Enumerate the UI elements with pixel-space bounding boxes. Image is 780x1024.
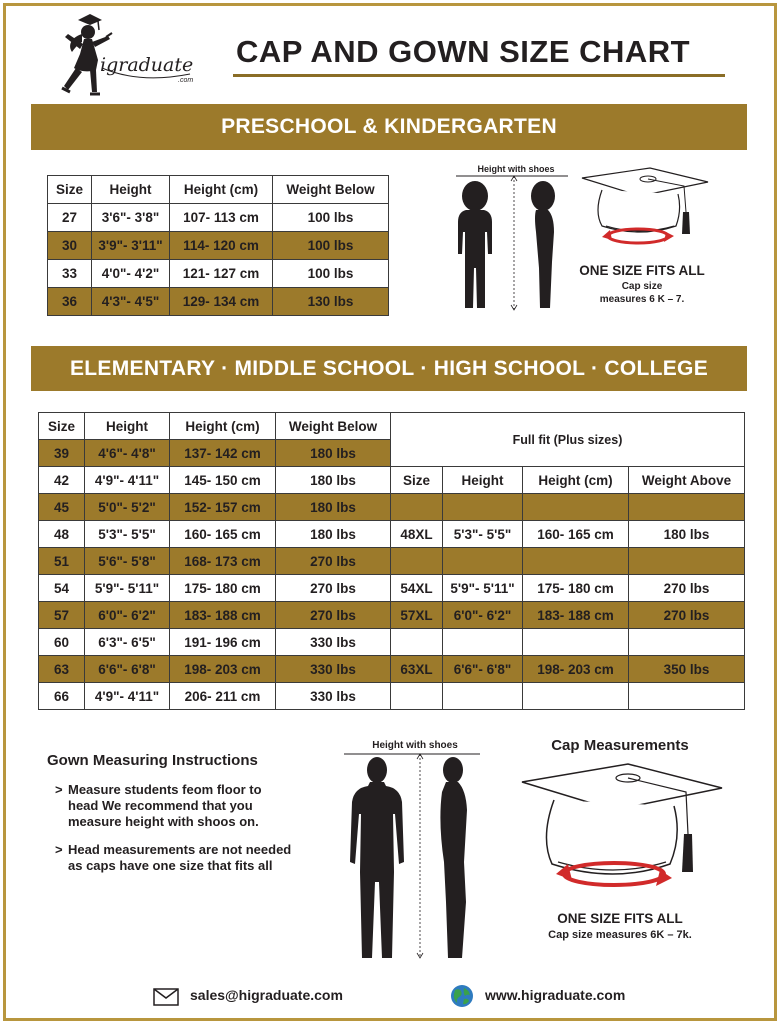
plus-weight-cell: 350 lbs <box>629 656 745 683</box>
plus-height-cm-cell: 183- 188 cm <box>523 602 629 629</box>
table-row <box>39 575 745 602</box>
column-header-size: Size <box>48 176 92 204</box>
plus-size-cell <box>391 629 443 656</box>
mail-icon <box>153 988 179 1006</box>
plus-height-cell: 6'0"- 6'2" <box>443 602 523 629</box>
weight-cell: 180 lbs <box>276 521 391 548</box>
logo-suffix: .com <box>178 77 194 84</box>
column-header-plus-height-cm: Height (cm) <box>523 467 629 494</box>
column-header-size: Size <box>39 413 85 440</box>
plus-weight-cell <box>629 683 745 710</box>
plus-size-cell: 63XL <box>391 656 443 683</box>
height-cell: 6'0"- 6'2" <box>85 602 170 629</box>
height-with-shoes-label: Height with shoes <box>477 164 555 174</box>
plus-height-cell: 5'3"- 5'5" <box>443 521 523 548</box>
cap-measurements-title: Cap Measurements <box>551 737 689 754</box>
instruction-item-2 <box>55 842 295 874</box>
column-header-weight-above: Weight Above <box>629 467 745 494</box>
height-cell: 6'6"- 6'8" <box>85 656 170 683</box>
height-cm-cell: 114- 120 cm <box>170 232 273 260</box>
weight-cell: 330 lbs <box>276 629 391 656</box>
chevron-right-icon: > <box>55 842 63 857</box>
plus-weight-cell <box>629 548 745 575</box>
plus-size-cell <box>391 683 443 710</box>
instruction-text-2: Head measurements are not needed as caps have one size that fits all <box>68 842 292 873</box>
plus-height-cm-cell <box>523 629 629 656</box>
table-header-row <box>48 176 389 204</box>
one-size-fits-all-title: ONE SIZE FITS ALL <box>557 911 683 926</box>
elementary-table <box>38 412 745 710</box>
cap-size-measures-line: Cap size measures 6K – 7k. <box>548 929 692 941</box>
height-cm-cell: 160- 165 cm <box>170 521 276 548</box>
size-cell: 57 <box>39 602 85 629</box>
column-header-height-cm: Height (cm) <box>170 413 276 440</box>
page-title: CAP AND GOWN SIZE CHART <box>236 34 691 69</box>
table-row <box>39 521 745 548</box>
height-cell: 4'9"- 4'11" <box>85 683 170 710</box>
plus-height-cm-cell: 175- 180 cm <box>523 575 629 602</box>
size-cell: 54 <box>39 575 85 602</box>
weight-cell: 130 lbs <box>273 288 389 316</box>
weight-cell: 180 lbs <box>276 467 391 494</box>
height-cell: 3'9"- 3'11" <box>92 232 170 260</box>
instruction-item-1 <box>55 782 295 830</box>
table-row <box>48 288 389 316</box>
size-cell: 48 <box>39 521 85 548</box>
table-row <box>39 683 745 710</box>
elementary-band: ELEMENTARY · MIDDLE SCHOOL · HIGH SCHOOL · COLLEGE <box>31 346 747 391</box>
column-header-height: Height <box>92 176 170 204</box>
instructions-title: Gown Measuring Instructions <box>47 752 258 769</box>
plus-height-cm-cell: 160- 165 cm <box>523 521 629 548</box>
height-cm-cell: 198- 203 cm <box>170 656 276 683</box>
column-header-weight-below: Weight Below <box>273 176 389 204</box>
height-cell: 5'9"- 5'11" <box>85 575 170 602</box>
plus-height-cm-cell: 198- 203 cm <box>523 656 629 683</box>
table-row <box>39 494 745 521</box>
table-row <box>39 467 745 494</box>
plus-size-cell: 48XL <box>391 521 443 548</box>
preschool-band: PRESCHOOL & KINDERGARTEN <box>31 104 747 150</box>
plus-weight-cell <box>629 494 745 521</box>
table-row <box>39 629 745 656</box>
weight-cell: 270 lbs <box>276 575 391 602</box>
column-header-height: Height <box>85 413 170 440</box>
column-header-weight-below: Weight Below <box>276 413 391 440</box>
chevron-right-icon: > <box>55 782 63 797</box>
height-cm-cell: 206- 211 cm <box>170 683 276 710</box>
adult-silhouette-icon <box>340 752 490 962</box>
column-header-plus-size: Size <box>391 467 443 494</box>
plus-height-cell <box>443 629 523 656</box>
size-cell: 36 <box>48 288 92 316</box>
size-cell: 51 <box>39 548 85 575</box>
footer-email-link[interactable]: sales@higraduate.com <box>190 987 343 1003</box>
height-cm-cell: 152- 157 cm <box>170 494 276 521</box>
grad-cap-icon <box>580 164 710 250</box>
title-underline <box>233 74 725 77</box>
height-with-shoes-label: Height with shoes <box>372 740 458 751</box>
height-cell: 3'6"- 3'8" <box>92 204 170 232</box>
plus-height-cell: 5'9"- 5'11" <box>443 575 523 602</box>
height-cm-cell: 107- 113 cm <box>170 204 273 232</box>
height-cm-cell: 183- 188 cm <box>170 602 276 629</box>
size-cell: 42 <box>39 467 85 494</box>
instruction-text-1: Measure students feom floor to head We recommend that you measure height with shoos on. <box>68 782 262 829</box>
weight-cell: 330 lbs <box>276 683 391 710</box>
weight-cell: 100 lbs <box>273 204 389 232</box>
column-header-plus-height: Height <box>443 467 523 494</box>
size-cell: 33 <box>48 260 92 288</box>
table-row <box>39 548 745 575</box>
table-row <box>48 260 389 288</box>
height-cm-cell: 175- 180 cm <box>170 575 276 602</box>
one-size-fits-all-title: ONE SIZE FITS ALL <box>579 263 705 278</box>
table-header-row <box>39 413 745 440</box>
height-cell: 5'3"- 5'5" <box>85 521 170 548</box>
size-cell: 60 <box>39 629 85 656</box>
size-cell: 66 <box>39 683 85 710</box>
plus-height-cm-cell <box>523 494 629 521</box>
plus-size-cell: 57XL <box>391 602 443 629</box>
weight-cell: 270 lbs <box>276 548 391 575</box>
globe-icon <box>450 984 474 1008</box>
height-cm-cell: 145- 150 cm <box>170 467 276 494</box>
footer-website-link[interactable]: www.higraduate.com <box>485 987 626 1003</box>
table-row <box>39 602 745 629</box>
plus-weight-cell: 270 lbs <box>629 575 745 602</box>
size-cell: 39 <box>39 440 85 467</box>
table-row <box>48 232 389 260</box>
weight-cell: 100 lbs <box>273 260 389 288</box>
plus-weight-cell <box>629 629 745 656</box>
full-fit-title: Full fit (Plus sizes) <box>391 413 745 467</box>
size-cell: 27 <box>48 204 92 232</box>
preschool-table <box>47 175 389 316</box>
plus-height-cell <box>443 494 523 521</box>
height-cell: 4'6"- 4'8" <box>85 440 170 467</box>
size-cell: 30 <box>48 232 92 260</box>
height-cm-cell: 129- 134 cm <box>170 288 273 316</box>
plus-height-cm-cell <box>523 548 629 575</box>
weight-cell: 330 lbs <box>276 656 391 683</box>
cap-size-line2: measures 6 K – 7. <box>599 294 685 305</box>
height-cell: 5'0"- 5'2" <box>85 494 170 521</box>
height-cm-cell: 137- 142 cm <box>170 440 276 467</box>
table-row <box>48 204 389 232</box>
cap-size-line1: Cap size <box>621 281 663 292</box>
height-cm-cell: 191- 196 cm <box>170 629 276 656</box>
child-silhouette-icon <box>448 172 576 318</box>
logo-wordmark: igraduate <box>100 54 194 76</box>
plus-height-cell: 6'6"- 6'8" <box>443 656 523 683</box>
plus-height-cell <box>443 683 523 710</box>
height-cell: 4'0"- 4'2" <box>92 260 170 288</box>
height-cell: 4'3"- 4'5" <box>92 288 170 316</box>
plus-size-cell: 54XL <box>391 575 443 602</box>
height-cm-cell: 168- 173 cm <box>170 548 276 575</box>
weight-cell: 180 lbs <box>276 440 391 467</box>
plus-height-cell <box>443 548 523 575</box>
column-header-height-cm: Height (cm) <box>170 176 273 204</box>
grad-cap-icon <box>518 760 726 900</box>
height-cell: 6'3"- 6'5" <box>85 629 170 656</box>
weight-cell: 270 lbs <box>276 602 391 629</box>
size-cell: 45 <box>39 494 85 521</box>
plus-weight-cell: 270 lbs <box>629 602 745 629</box>
height-cell: 4'9"- 4'11" <box>85 467 170 494</box>
plus-size-cell <box>391 494 443 521</box>
weight-cell: 180 lbs <box>276 494 391 521</box>
table-row <box>39 656 745 683</box>
plus-weight-cell: 180 lbs <box>629 521 745 548</box>
height-cm-cell: 121- 127 cm <box>170 260 273 288</box>
weight-cell: 100 lbs <box>273 232 389 260</box>
size-cell: 63 <box>39 656 85 683</box>
height-cell: 5'6"- 5'8" <box>85 548 170 575</box>
plus-size-cell <box>391 548 443 575</box>
plus-height-cm-cell <box>523 683 629 710</box>
